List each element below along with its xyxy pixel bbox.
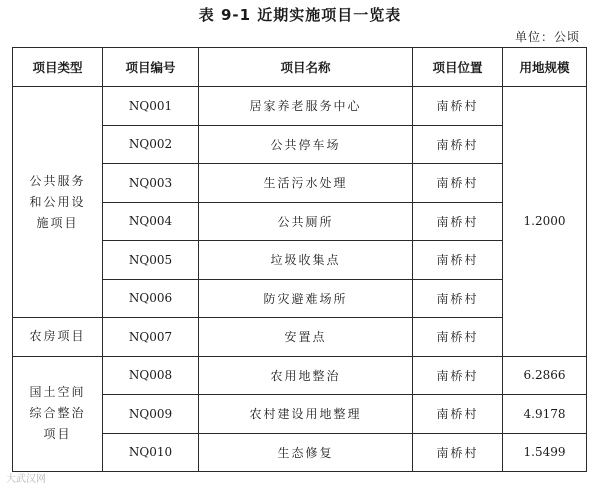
type-line: 和公用设 xyxy=(29,194,86,209)
type-cell-land-consolidation xyxy=(13,356,103,472)
area-cell: 4.9178 xyxy=(503,395,587,434)
area-cell-merged: 1.2000 xyxy=(503,87,587,357)
table-title: 表 9-1 近期实施项目一览表 xyxy=(198,6,402,24)
location-cell: 南桥村 xyxy=(413,318,503,357)
name-cell: 生态修复 xyxy=(199,433,413,472)
name-cell: 公共停车场 xyxy=(199,125,413,164)
watermark: 大武汉网 xyxy=(6,474,46,485)
projects-table xyxy=(12,47,587,472)
location-cell: 南桥村 xyxy=(413,241,503,280)
code-cell: NQ007 xyxy=(103,318,199,357)
type-line: 国土空间 xyxy=(29,385,86,400)
type-line: 施项目 xyxy=(36,215,79,230)
code-cell: NQ006 xyxy=(103,279,199,318)
location-cell: 南桥村 xyxy=(413,433,503,472)
location-cell: 南桥村 xyxy=(413,202,503,241)
name-cell: 防灾避难场所 xyxy=(199,279,413,318)
name-cell: 垃圾收集点 xyxy=(199,241,413,280)
type-line: 项目 xyxy=(43,427,72,442)
header-type: 项目类型 xyxy=(13,48,103,87)
location-cell: 南桥村 xyxy=(413,356,503,395)
name-cell: 公共厕所 xyxy=(199,202,413,241)
header-location: 项目位置 xyxy=(413,48,503,87)
type-line: 综合整治 xyxy=(29,406,86,421)
code-cell: NQ002 xyxy=(103,125,199,164)
location-cell: 南桥村 xyxy=(413,87,503,126)
location-cell: 南桥村 xyxy=(413,125,503,164)
type-cell-public-service xyxy=(13,87,103,318)
header-area: 用地规模 xyxy=(503,48,587,87)
type-line: 农房项目 xyxy=(29,329,86,344)
code-cell: NQ008 xyxy=(103,356,199,395)
code-cell: NQ004 xyxy=(103,202,199,241)
code-cell: NQ003 xyxy=(103,164,199,203)
table-row xyxy=(13,318,587,357)
table-row xyxy=(13,356,587,395)
area-cell: 1.5499 xyxy=(503,433,587,472)
name-cell: 安置点 xyxy=(199,318,413,357)
location-cell: 南桥村 xyxy=(413,164,503,203)
type-cell-housing xyxy=(13,318,103,357)
header-code: 项目编号 xyxy=(103,48,199,87)
name-cell: 农村建设用地整理 xyxy=(199,395,413,434)
name-cell: 农用地整治 xyxy=(199,356,413,395)
code-cell: NQ010 xyxy=(103,433,199,472)
type-line: 公共服务 xyxy=(29,173,86,188)
code-cell: NQ009 xyxy=(103,395,199,434)
area-cell: 6.2866 xyxy=(503,356,587,395)
location-cell: 南桥村 xyxy=(413,395,503,434)
table-row xyxy=(13,87,587,126)
unit-label: 单位：公顷 xyxy=(514,30,580,44)
header-name: 项目名称 xyxy=(199,48,413,87)
header-row xyxy=(13,48,587,87)
location-cell: 南桥村 xyxy=(413,279,503,318)
code-cell: NQ005 xyxy=(103,241,199,280)
name-cell: 居家养老服务中心 xyxy=(199,87,413,126)
code-cell: NQ001 xyxy=(103,87,199,126)
name-cell: 生活污水处理 xyxy=(199,164,413,203)
